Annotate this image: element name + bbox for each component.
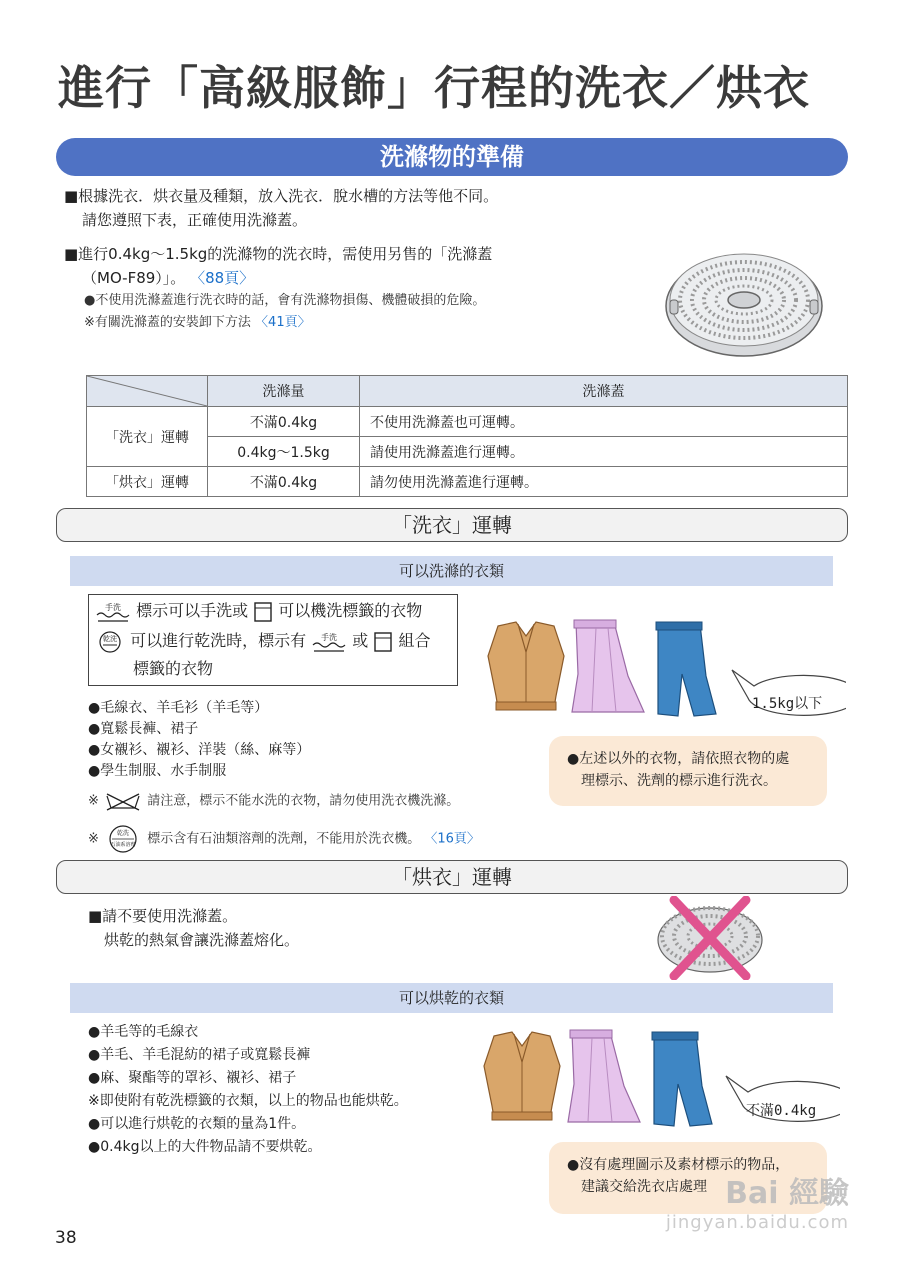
box-line2-c: 組合 xyxy=(398,631,431,650)
no-water-wash-icon xyxy=(103,790,143,812)
dryable-items-list xyxy=(88,1022,408,1158)
box-line1-b: 可以機洗標籤的衣物 xyxy=(278,601,423,620)
petroleum-dryclean-icon xyxy=(103,824,143,854)
wash-other-clothes-note xyxy=(549,736,827,806)
handwash-icon-small xyxy=(311,631,347,653)
row-label-dry: 「烘衣」運轉 xyxy=(87,467,208,497)
list-item: ●羊毛等的毛線衣 xyxy=(88,1024,199,1040)
box-line2-a: 可以進行乾洗時，標示有 xyxy=(130,631,307,650)
prep-paragraph-1 xyxy=(64,184,498,232)
table-corner-cell xyxy=(87,376,208,407)
header-amount: 洗滌量 xyxy=(208,376,360,407)
box-line1-a: 標示可以手洗或 xyxy=(136,601,249,620)
box-line2-b: 或 xyxy=(352,631,369,650)
no-water-wash-note xyxy=(88,790,459,813)
note-mark: ※ xyxy=(88,831,99,847)
wash-capacity-text: 1.5kg以下 xyxy=(752,696,823,712)
dry-section-heading: 「烘衣」運轉 xyxy=(56,860,848,894)
row3-lid: 請勿使用洗滌蓋進行運轉。 xyxy=(360,467,848,497)
header-lid: 洗滌蓋 xyxy=(360,376,848,407)
dry-warning-line1: ■請不要使用洗滌蓋。 xyxy=(88,907,238,925)
prep-paragraph-2 xyxy=(64,242,492,290)
page-title: 進行「高級服飾」行程的洗衣／烘衣 xyxy=(58,61,810,115)
page-88-link[interactable]: 〈88頁〉 xyxy=(190,269,255,287)
petroleum-solvent-note xyxy=(88,824,480,854)
list-item: ※即使附有乾洗標籤的衣類，以上的物品也能烘乾。 xyxy=(88,1093,408,1109)
row1-lid: 不使用洗滌蓋也可運轉。 xyxy=(360,407,848,437)
skirt-icon xyxy=(572,620,644,712)
row3-amount: 不滿0.4kg xyxy=(208,467,360,497)
prep-note-damage: ●不使用洗滌蓋進行洗衣時的話，會有洗滌物損傷、機體破損的危險。 xyxy=(84,293,486,308)
row2-amount: 0.4kg～1.5kg xyxy=(208,437,360,467)
trousers-icon xyxy=(652,1032,712,1126)
sweater-icon xyxy=(484,1032,560,1120)
prep-notes xyxy=(84,290,485,334)
prep-para1-line1: ■根據洗衣．烘衣量及種類，放入洗衣．脫水槽的方法等他不同。 xyxy=(64,187,499,205)
note-mark: ※ xyxy=(88,793,99,809)
trousers-icon xyxy=(656,622,716,716)
washing-lid-illustration xyxy=(664,248,824,360)
watermark-url: jingyan.baidu.com xyxy=(665,1212,849,1233)
sweater-icon xyxy=(488,622,564,710)
machine-wash-label-icon xyxy=(253,601,273,623)
prep-para1-line2: 請您遵照下表，正確使用洗滌蓋。 xyxy=(82,211,308,229)
dryclean-icon xyxy=(95,630,125,654)
svg-text:乾洗: 乾洗 xyxy=(103,634,117,643)
washable-items-list xyxy=(88,698,310,782)
dryable-clothes-illustration xyxy=(464,1026,724,1130)
box-line3: 標籤的衣物 xyxy=(133,659,214,678)
dry-capacity-text: 不滿0.4kg xyxy=(746,1103,817,1119)
wash-note-line1: ●左述以外的衣物，請依照衣物的處 xyxy=(567,751,790,767)
no-lid-illustration xyxy=(654,896,766,980)
svg-text:手洗: 手洗 xyxy=(105,602,121,612)
svg-text:石油系溶劑: 石油系溶劑 xyxy=(110,842,136,848)
list-item: ●羊毛、羊毛混紡的裙子或寬鬆長褲 xyxy=(88,1047,311,1063)
svg-text:乾洗: 乾洗 xyxy=(117,830,130,837)
skirt-icon xyxy=(568,1030,640,1122)
page-16-link[interactable]: 〈16頁〉 xyxy=(424,831,480,847)
dryable-clothes-heading: 可以烘乾的衣類 xyxy=(70,983,833,1013)
care-label-box xyxy=(88,594,458,686)
dry-note-line1: ●沒有處理圖示及素材標示的物品， xyxy=(567,1157,790,1173)
list-item: ●寬鬆長褲、裙子 xyxy=(88,721,199,737)
machine-wash-label-icon-small xyxy=(373,631,393,653)
page-41-link[interactable]: 〈41頁〉 xyxy=(255,315,311,330)
prep-para2-line2: （MO-F89）」。 xyxy=(82,269,186,287)
washable-clothes-heading: 可以洗滌的衣類 xyxy=(70,556,833,586)
dry-warning-line2: 烘乾的熱氣會讓洗滌蓋熔化。 xyxy=(104,931,300,949)
list-item: ●0.4kg以上的大件物品請不要烘乾。 xyxy=(88,1139,322,1155)
wash-note-line2: 理標示、洗劑的標示進行洗衣。 xyxy=(581,773,777,789)
list-item: ●女襯衫、襯衫、洋裝（絲、麻等） xyxy=(88,742,311,758)
petroleum-text: 標示含有石油類溶劑的洗劑，不能用於洗衣機。 xyxy=(147,831,421,847)
wash-section-heading: 「洗衣」運轉 xyxy=(56,508,848,542)
list-item: ●可以進行烘乾的衣類的量為1件。 xyxy=(88,1116,306,1132)
list-item: ●學生制服、水手制服 xyxy=(88,763,227,779)
section-prep-heading: 洗滌物的準備 xyxy=(56,138,848,176)
no-water-text: 請注意，標示不能水洗的衣物，請勿使用洗衣機洗滌。 xyxy=(147,793,460,809)
prep-para2-line1: ■進行0.4kg～1.5kg的洗滌物的洗衣時，需使用另售的「洗滌蓋 xyxy=(64,245,493,263)
list-item: ●毛線衣、羊毛衫（羊毛等） xyxy=(88,700,269,716)
dry-warning xyxy=(88,904,299,952)
svg-text:手洗: 手洗 xyxy=(321,632,338,642)
list-item: ●麻、聚酯等的罩衫、襯衫、裙子 xyxy=(88,1070,297,1086)
diagonal-line xyxy=(87,376,207,406)
row-label-wash: 「洗衣」運轉 xyxy=(87,407,208,467)
dry-note-line2: 建議交給洗衣店處理 xyxy=(581,1179,707,1195)
handwash-icon xyxy=(95,601,131,623)
page-number: 38 xyxy=(55,1228,77,1248)
row2-lid: 請使用洗滌蓋進行運轉。 xyxy=(360,437,848,467)
watermark-brand: Bai 經驗 xyxy=(725,1176,849,1211)
prep-note-install: ※有關洗滌蓋的安裝卸下方法 xyxy=(84,315,251,330)
baidu-watermark xyxy=(666,1168,849,1233)
lid-usage-table xyxy=(86,375,848,497)
row1-amount: 不滿0.4kg xyxy=(208,407,360,437)
washable-clothes-illustration xyxy=(468,616,728,720)
